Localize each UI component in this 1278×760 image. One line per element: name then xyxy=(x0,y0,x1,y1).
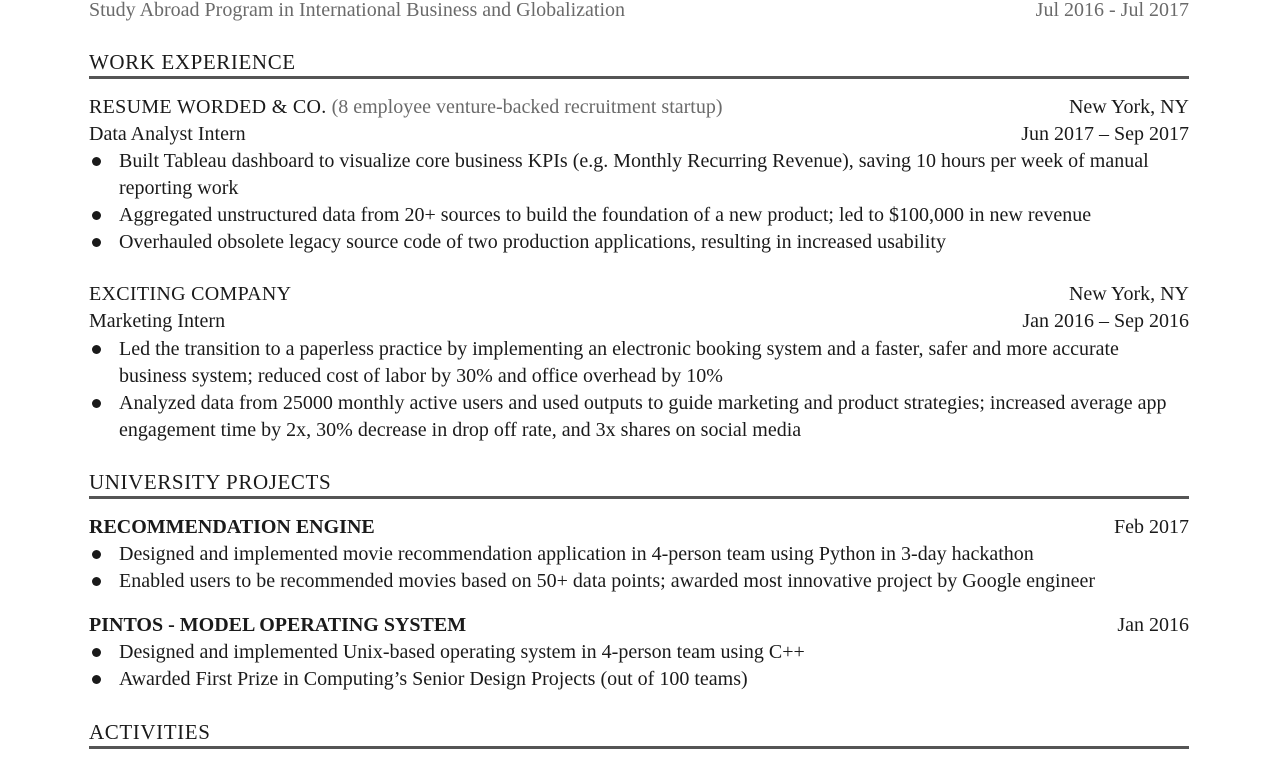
project-bullets xyxy=(89,639,1189,693)
resume-page xyxy=(89,0,1189,760)
bullet-icon xyxy=(92,399,101,408)
company-name: RESUME WORDED & CO. xyxy=(89,96,327,118)
bullet-item xyxy=(89,390,1189,444)
bullet-text: Analyzed data from 25000 monthly active users and used outputs to guide marketing and product strategies; increased average app engagement time by 2x, 30% decrease in drop off rate, and 3x shares on social media xyxy=(119,392,1167,441)
job-header-row xyxy=(89,281,1189,307)
job-dates: Jan 2016 – Sep 2016 xyxy=(1022,310,1189,332)
company-name: EXCITING COMPANY xyxy=(89,283,292,305)
job-header-row xyxy=(89,94,1189,120)
bullet-icon xyxy=(92,577,101,586)
bullet-item xyxy=(89,148,1189,202)
bullet-item xyxy=(89,202,1189,229)
bullet-text: Enabled users to be recommended movies based on 50+ data points; awarded most innovative project by Google engineer xyxy=(119,570,1096,592)
project-date: Feb 2017 xyxy=(1114,516,1189,538)
project-header-row xyxy=(89,612,1189,638)
project-name: PINTOS - MODEL OPERATING SYSTEM xyxy=(89,614,467,636)
job-bullets xyxy=(89,148,1189,256)
bullet-item xyxy=(89,639,1189,666)
section-heading-work: WORK EXPERIENCE xyxy=(89,50,296,74)
bullet-text: Led the transition to a paperless practice by implementing an electronic booking system and a faster, safer and more accurate business system; reduced cost of labor by 30% and office overhead by 10% xyxy=(119,338,1119,387)
education-program: Study Abroad Program in International Business and Globalization xyxy=(89,0,626,21)
bullet-icon xyxy=(92,550,101,559)
bullet-icon xyxy=(92,345,101,354)
job-dates: Jun 2017 – Sep 2017 xyxy=(1021,123,1189,145)
education-program-row xyxy=(89,0,1189,23)
company-note: (8 employee venture-backed recruitment startup) xyxy=(331,96,723,118)
job-bullets xyxy=(89,336,1189,444)
section-heading-projects: UNIVERSITY PROJECTS xyxy=(89,470,332,494)
section-divider xyxy=(89,496,1189,499)
section-heading-activities: ACTIVITIES xyxy=(89,720,211,744)
section-divider xyxy=(89,746,1189,749)
bullet-item xyxy=(89,568,1189,595)
education-dates: Jul 2016 - Jul 2017 xyxy=(1035,0,1189,21)
job-title: Marketing Intern xyxy=(89,310,226,332)
bullet-icon xyxy=(92,648,101,657)
job-title: Data Analyst Intern xyxy=(89,123,246,145)
bullet-text: Aggregated unstructured data from 20+ sources to build the foundation of a new product; led to $100,000 in new revenue xyxy=(119,204,1092,226)
section-divider xyxy=(89,76,1189,79)
bullet-item xyxy=(89,336,1189,390)
job-location: New York, NY xyxy=(1068,283,1189,305)
bullet-text: Awarded First Prize in Computing’s Senior Design Projects (out of 100 teams) xyxy=(119,668,748,690)
bullet-text: Designed and implemented movie recommendation application in 4-person team using Python in 3-day hackathon xyxy=(119,543,1034,565)
bullet-item xyxy=(89,229,1189,256)
bullet-icon xyxy=(92,211,101,220)
project-bullets xyxy=(89,541,1189,595)
project-date: Jan 2016 xyxy=(1117,614,1189,636)
bullet-text: Overhauled obsolete legacy source code of two production applications, resulting in increased usability xyxy=(119,231,946,253)
job-title-row xyxy=(89,308,1189,334)
bullet-icon xyxy=(92,238,101,247)
bullet-item xyxy=(89,666,1189,693)
bullet-text: Built Tableau dashboard to visualize core business KPIs (e.g. Monthly Recurring Revenue), saving 10 hours per week of manual reporting work xyxy=(119,150,1149,199)
job-location: New York, NY xyxy=(1068,96,1189,118)
project-name: RECOMMENDATION ENGINE xyxy=(89,516,375,538)
bullet-item xyxy=(89,541,1189,568)
job-title-row xyxy=(89,121,1189,147)
bullet-text: Designed and implemented Unix-based operating system in 4-person team using C++ xyxy=(119,641,805,663)
project-header-row xyxy=(89,514,1189,540)
bullet-icon xyxy=(92,675,101,684)
bullet-icon xyxy=(92,157,101,166)
